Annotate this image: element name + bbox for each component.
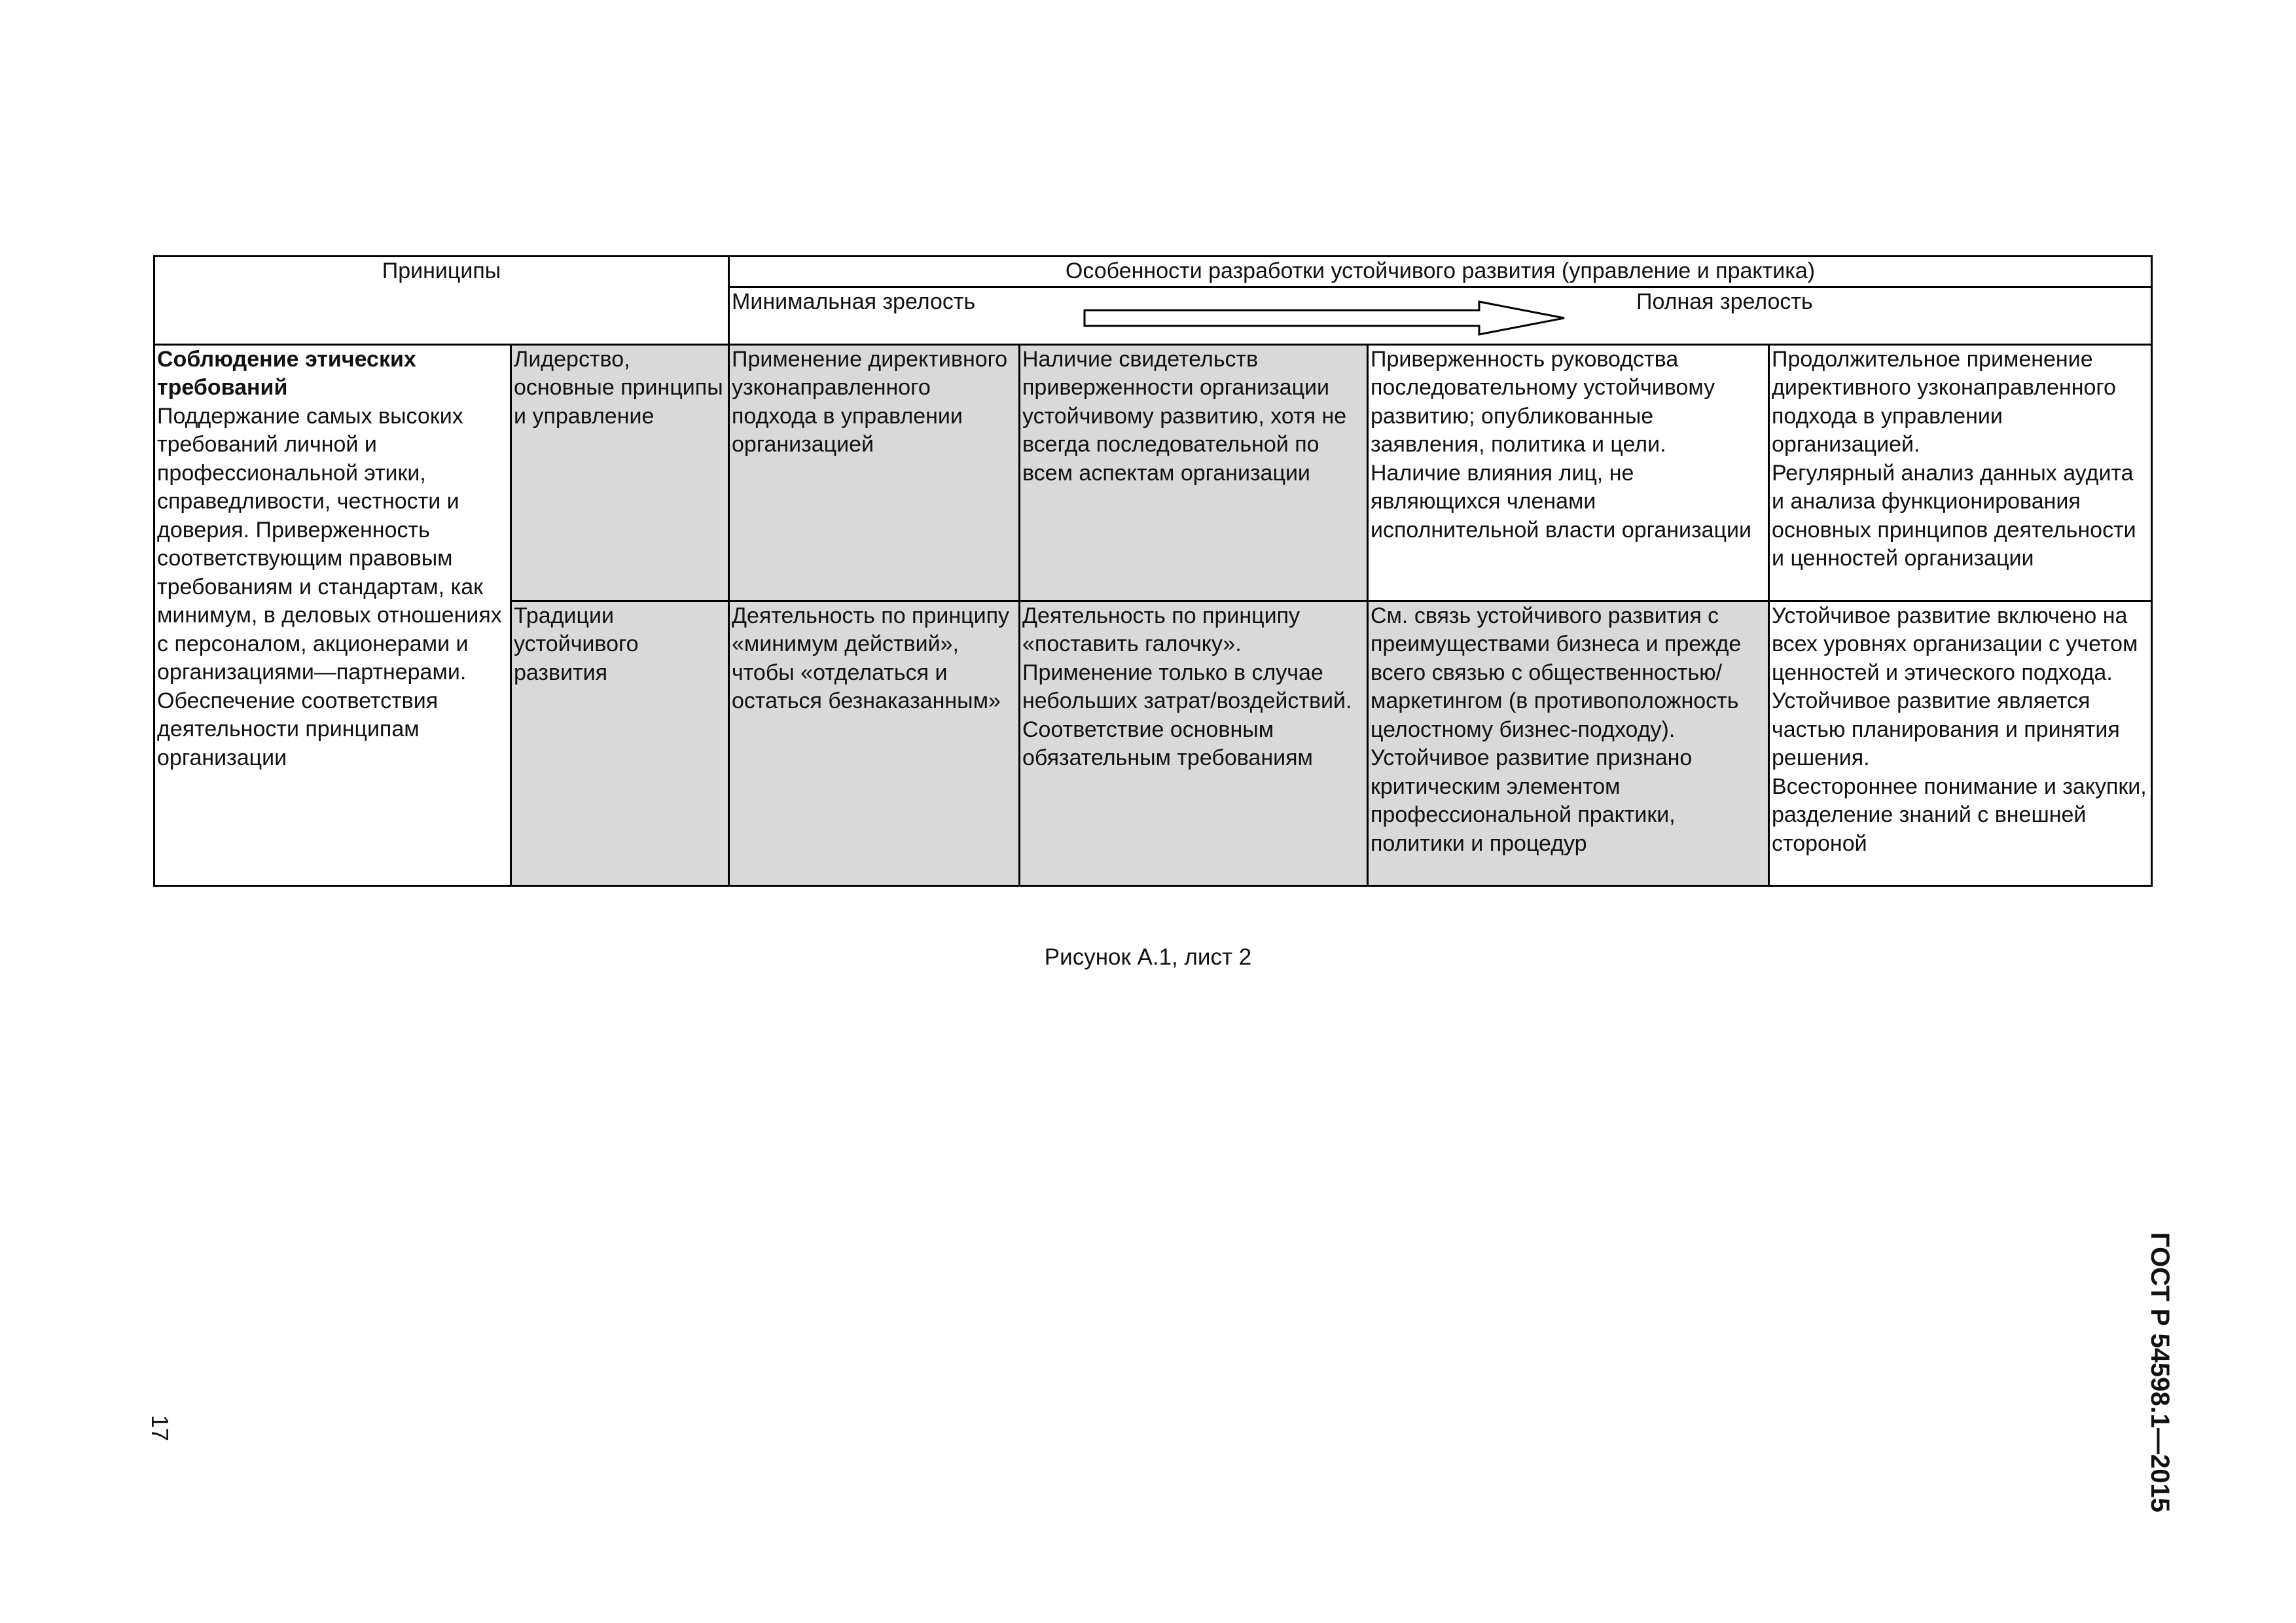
page-number: 17	[147, 1414, 173, 1442]
level-text: Устойчивое развитие является частью планирования и принятия решения.	[1772, 688, 2120, 770]
level-text: Соответствие основным обязательным требованиям	[1022, 717, 1313, 770]
level-cell-2	[1020, 601, 1368, 885]
maturity-scale	[729, 287, 2152, 344]
level-text: Применение директивного узконаправленного подхода в управлении организацией	[732, 346, 1008, 457]
aspect-label: Лидерство, основные принципы и управление	[514, 346, 723, 429]
principle-text: Поддержание самых высоких требований личной и профессиональной этики, справедливости, честности и доверия. Приверженность соответствующим правовым требованиям и стандартам, как минимум, в деловых отношениях с персоналом, акционерами и организациями—партнерами. Обеспечение соответствия деятельности принципам организации	[157, 403, 502, 770]
document-code: ГОСТ Р 54598.1—2015	[2145, 1232, 2174, 1513]
header-principles: Приниципы	[154, 257, 729, 345]
aspect-cell	[511, 344, 729, 601]
level-text: Устойчивое развитие включено на всех уровнях организации с учетом ценностей и этического подхода.	[1772, 603, 2138, 685]
maturity-matrix-table	[153, 255, 2153, 887]
table-row	[154, 344, 2152, 601]
level-text: Всестороннее понимание и закупки, разделение знаний с внешней стороной	[1772, 774, 2147, 856]
level-text: Деятельность по принципу «минимум действий», чтобы «отделаться и остаться безнаказанным»	[732, 603, 1010, 713]
maturity-min-label: Минимальная зрелость	[732, 289, 976, 314]
principle-cell	[154, 344, 511, 885]
level-text: Регулярный анализ данных аудита и анализа функционирования основных принципов деятельности и ценностей организации	[1772, 460, 2136, 571]
header-features: Особенности разработки устойчивого развития (управление и практика)	[729, 257, 2152, 287]
level-cell-1	[729, 344, 1020, 601]
level-cell-3	[1368, 344, 1769, 601]
right-arrow-outline-icon	[1083, 300, 1568, 336]
level-cell-4	[1769, 601, 2152, 885]
level-text: Деятельность по принципу «поставить галочку».	[1022, 603, 1300, 656]
level-text: Приверженность руководства последовательному устойчивому развитию; опубликованные заявления, политика и цели.	[1371, 346, 1715, 457]
level-cell-4	[1769, 344, 2152, 601]
level-text: Наличие свидетельств приверженности организации устойчивому развитию, хотя не всегда последовательной по всем аспектам организации	[1022, 346, 1347, 486]
level-text: Наличие влияния лиц, не являющихся членами исполнительной власти организации	[1371, 460, 1751, 543]
level-cell-2	[1020, 344, 1368, 601]
level-text: См. связь устойчивого развития с преимуществами бизнеса и прежде всего связью с общественностью/ маркетингом (в противоположность целостному бизнес-подходу). Устойчивое развитие признано критическим элементом профессиональной практики, политики и процедур	[1371, 603, 1742, 856]
aspect-cell	[511, 601, 729, 885]
level-text: Применение только в случае небольших затрат/воздействий.	[1022, 660, 1352, 713]
level-cell-1	[729, 601, 1020, 885]
maturity-full-label: Полная зрелость	[1636, 289, 1813, 314]
principle-title: Соблюдение этических требований	[157, 346, 416, 400]
aspect-label: Традиции устойчивого развития	[514, 603, 639, 685]
figure-caption: Рисунок А.1, лист 2	[1044, 944, 1252, 970]
level-cell-3	[1368, 601, 1769, 885]
level-text: Продолжительное применение директивного узконаправленного подхода в управлении организацией.	[1772, 346, 2116, 457]
